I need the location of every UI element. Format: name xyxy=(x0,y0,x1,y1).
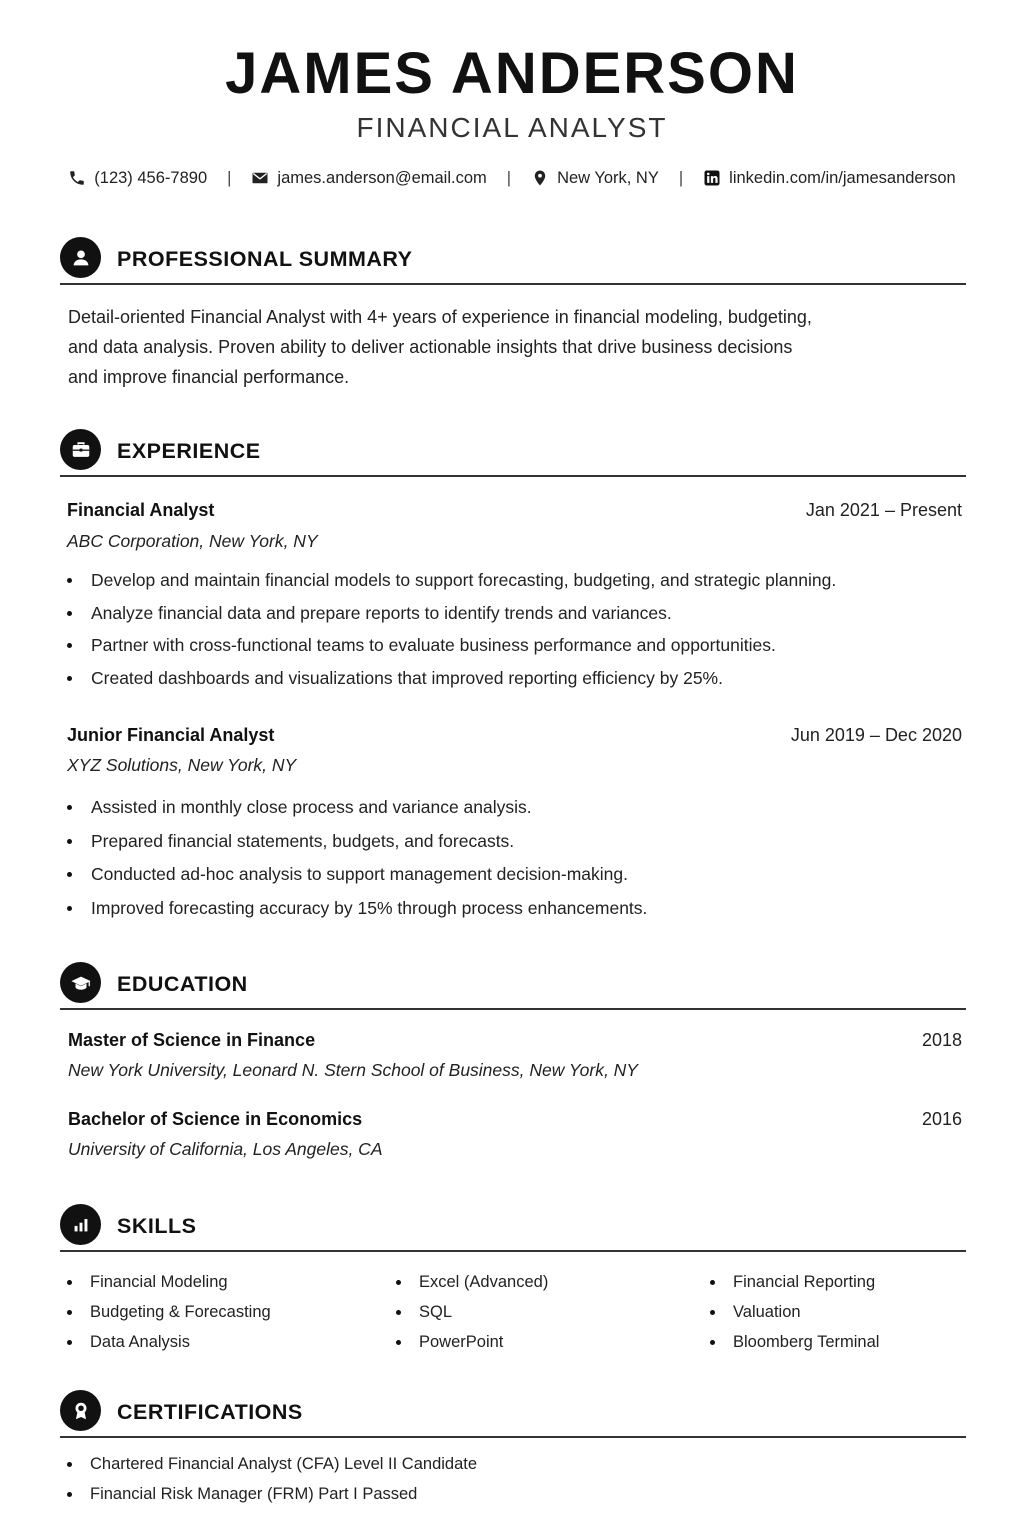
skill-item: Bloomberg Terminal xyxy=(710,1328,879,1358)
section-divider xyxy=(60,1250,966,1252)
graduation-cap-icon xyxy=(70,972,92,994)
skills-column xyxy=(396,1268,548,1358)
section-title: SKILLS xyxy=(117,1214,197,1238)
list-item: Prepared financial statements, budgets, and forecasts. xyxy=(67,827,647,861)
list-item: Conducted ad-hoc analysis to support management decision-making. xyxy=(67,860,647,894)
candidate-name: JAMES ANDERSON xyxy=(225,41,799,106)
skill-item: Financial Modeling xyxy=(67,1268,271,1298)
contact-linkedin xyxy=(703,169,956,188)
linkedin-icon xyxy=(703,169,721,187)
contact-location xyxy=(531,169,659,188)
bar-chart-icon xyxy=(70,1214,92,1236)
job-title: Financial Analyst xyxy=(67,500,215,520)
job-dates: Jan 2021 – Present xyxy=(805,500,962,520)
linkedin-text: linkedin.com/in/jamesanderson xyxy=(729,168,956,187)
contact-email xyxy=(251,169,486,188)
list-item: Assisted in monthly close process and variance analysis. xyxy=(67,793,647,827)
section-summary-header xyxy=(60,237,966,285)
section-skills-header xyxy=(60,1204,966,1252)
skill-item: Valuation xyxy=(710,1298,879,1328)
section-icon-circle xyxy=(60,429,101,470)
email-text: james.anderson@email.com xyxy=(277,168,487,187)
skills-column xyxy=(67,1268,271,1358)
candidate-role: FINANCIAL ANALYST xyxy=(356,112,668,143)
job-dates: Jun 2019 – Dec 2020 xyxy=(790,725,962,745)
degree-school: University of California, Los Angeles, CA xyxy=(68,1139,383,1159)
phone-icon xyxy=(68,169,86,187)
section-icon-circle xyxy=(60,237,101,278)
job-bullets xyxy=(67,793,647,927)
contact-bar xyxy=(0,166,1024,190)
job-bullets xyxy=(67,566,836,696)
certification-item: Financial Risk Manager (FRM) Part I Passed xyxy=(67,1480,477,1510)
section-certifications-header xyxy=(60,1390,966,1438)
contact-separator: | xyxy=(506,168,512,187)
email-icon xyxy=(251,169,269,187)
degree-title: Bachelor of Science in Economics xyxy=(68,1109,363,1129)
certification-item: Chartered Financial Analyst (CFA) Level II Candidate xyxy=(67,1450,477,1480)
list-item: Partner with cross-functional teams to evaluate business performance and opportunities. xyxy=(67,631,836,664)
section-title: PROFESSIONAL SUMMARY xyxy=(117,247,413,271)
skill-item: Excel (Advanced) xyxy=(396,1268,548,1298)
summary-line: and improve financial performance. xyxy=(68,367,350,387)
location-pin-icon xyxy=(531,169,549,187)
section-title: CERTIFICATIONS xyxy=(117,1400,303,1424)
degree-school: New York University, Leonard N. Stern School of Business, New York, NY xyxy=(68,1060,638,1080)
contact-separator: | xyxy=(227,168,232,187)
summary-line: Detail-oriented Financial Analyst with 4+ years of experience in financial modeling, budgeting, xyxy=(68,307,812,327)
degree-year: 2016 xyxy=(921,1109,962,1129)
skills-column xyxy=(710,1268,879,1358)
section-divider xyxy=(60,283,966,285)
skill-item: Budgeting & Forecasting xyxy=(67,1298,271,1328)
user-icon xyxy=(70,247,92,269)
skill-item: Data Analysis xyxy=(67,1328,271,1358)
section-education-header xyxy=(60,962,966,1010)
list-item: Improved forecasting accuracy by 15% through process enhancements. xyxy=(67,894,647,928)
section-icon-circle xyxy=(60,962,101,1003)
skill-item: Financial Reporting xyxy=(710,1268,879,1298)
list-item: Develop and maintain financial models to support forecasting, budgeting, and strategic planning. xyxy=(67,566,836,599)
skill-item: SQL xyxy=(396,1298,548,1328)
list-item: Created dashboards and visualizations that improved reporting efficiency by 25%. xyxy=(67,664,836,697)
section-divider xyxy=(60,1436,966,1438)
job-organization: ABC Corporation, New York, NY xyxy=(67,531,318,551)
briefcase-icon xyxy=(70,439,92,461)
degree-title: Master of Science in Finance xyxy=(68,1030,316,1050)
degree-year: 2018 xyxy=(921,1030,962,1050)
location-text: New York, NY xyxy=(557,168,659,187)
award-icon xyxy=(70,1400,92,1422)
list-item: Analyze financial data and prepare reports to identify trends and variances. xyxy=(67,599,836,632)
contact-phone xyxy=(68,169,207,188)
section-icon-circle xyxy=(60,1390,101,1431)
summary-line: and data analysis. Proven ability to deliver actionable insights that drive business decisions xyxy=(68,337,793,357)
certifications-list xyxy=(67,1450,477,1510)
section-divider xyxy=(60,475,966,477)
section-title: EXPERIENCE xyxy=(117,439,261,463)
phone-text: (123) 456-7890 xyxy=(94,168,208,187)
job-organization: XYZ Solutions, New York, NY xyxy=(67,755,297,775)
skill-item: PowerPoint xyxy=(396,1328,548,1358)
section-divider xyxy=(60,1008,966,1010)
contact-separator: | xyxy=(678,168,684,187)
section-experience-header xyxy=(60,429,966,477)
job-title: Junior Financial Analyst xyxy=(67,725,275,745)
section-icon-circle xyxy=(60,1204,101,1245)
section-title: EDUCATION xyxy=(117,972,248,996)
summary-text xyxy=(68,302,898,392)
